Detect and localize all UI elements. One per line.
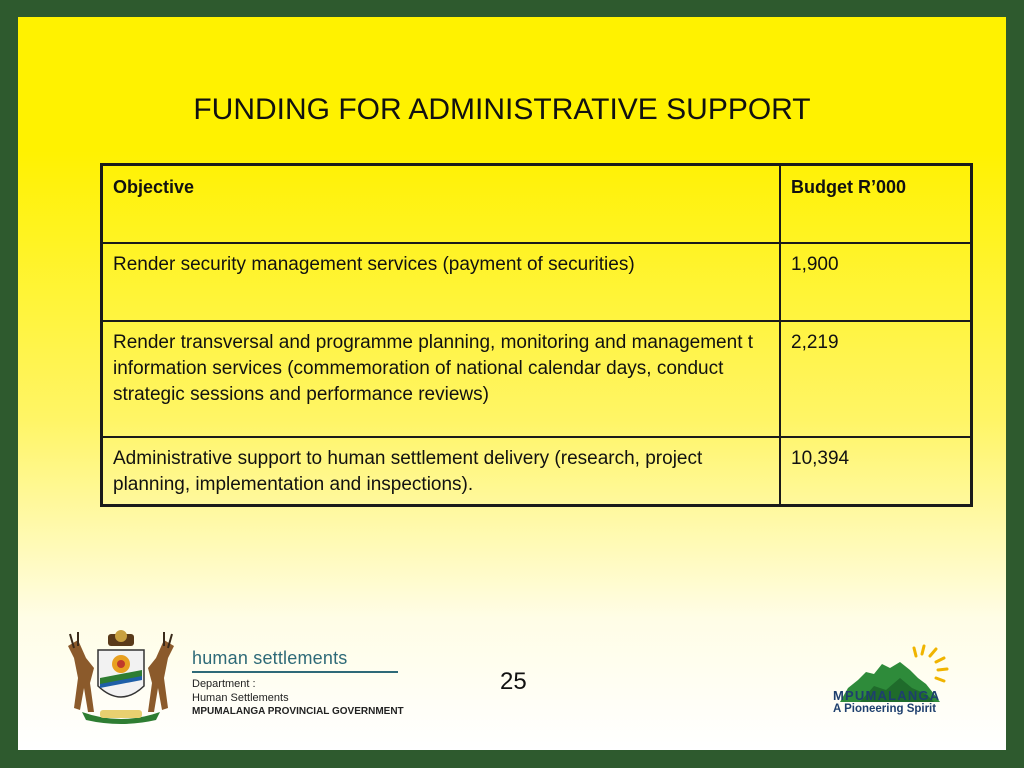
department-logo	[192, 648, 404, 718]
table-row	[102, 321, 972, 437]
coat-of-arms-logo	[60, 628, 182, 724]
department-logo-divider	[192, 671, 398, 673]
province-logo-slogan: A Pioneering Spirit	[833, 703, 937, 715]
header-objective: Objective	[102, 165, 781, 244]
slide-title: FUNDING FOR ADMINISTRATIVE SUPPORT	[193, 93, 811, 126]
table-header-row	[102, 165, 972, 244]
department-logo-line2: Human Settlements	[192, 692, 289, 704]
table-row	[102, 243, 972, 321]
header-budget: Budget R’000	[780, 165, 972, 244]
objective-cell: Administrative support to human settlement delivery (research, project planning, implementation and inspections).	[102, 437, 781, 506]
budget-cell: 2,219	[780, 321, 972, 437]
table-row	[102, 437, 972, 506]
objective-cell: Render transversal and programme planning, monitoring and management t information services (commemoration of national calendar days, conduct strategic sessions and performance reviews)	[102, 321, 781, 437]
page-number: 25	[500, 668, 527, 695]
department-logo-line3: MPUMALANGA PROVINCIAL GOVERNMENT	[192, 706, 404, 717]
department-logo-line1: Department :	[192, 678, 256, 690]
budget-cell: 10,394	[780, 437, 972, 506]
department-logo-name: human settlements	[192, 648, 348, 668]
province-logo-name: MPUMALANGA	[833, 688, 941, 703]
objective-cell: Render security management services (payment of securities)	[102, 243, 781, 321]
budget-cell: 1,900	[780, 243, 972, 321]
budget-table	[100, 163, 973, 507]
